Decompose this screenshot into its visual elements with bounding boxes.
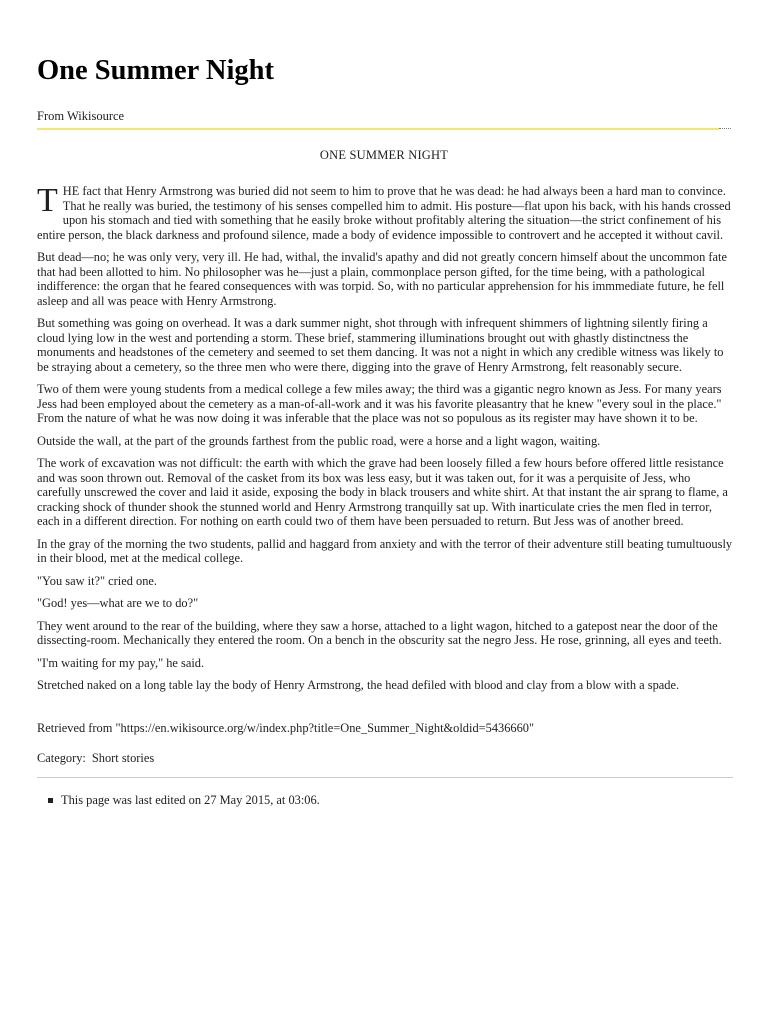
story-body xyxy=(37,184,733,693)
paragraph-5: Outside the wall, at the part of the grounds farthest from the public road, were a horse and a light wagon, waiting. xyxy=(37,433,601,448)
paragraph-4: Two of them were young students from a medical college a few miles away; the third was a gigantic negro known as Jess. For many years Jess had been employed about the cemetery as a man-of-all-work and it was his favorite pleasantry that he knew "every soul in the place." From the nature of what he was now doing it was inferable that the place was not so populous as its register may have shown it to be. xyxy=(37,382,722,425)
footer-info xyxy=(37,792,731,808)
header-rule-dots xyxy=(719,128,731,131)
header-rule-accent xyxy=(37,128,719,130)
paragraph-7: In the gray of the morning the two students, pallid and haggard from anxiety and with the terror of their adventure still beating tumultuously in their blood, met at the medical college. xyxy=(37,536,733,565)
paragraph-6: The work of excavation was not difficult: the earth with which the grave had been loosely filled a few hours before offered little resistance and was soon thrown out. Removal of the casket from its box was less easy, but it was taken out, for it was a perquisite of Jess, who carefully unscrewed the cover and laid it aside, exposing the body in black trousers and white shirt. At that instant the air sprang to flame, a cracking shock of thunder shook the stunned world and Henry Armstrong tranquilly sat up. With inarticulate cries the men fled in terror, each in a different direction. For nothing on earth could two of them have been persuaded to return. But Jess was of another breed. xyxy=(37,456,728,528)
paragraph-8: "You saw it?" cried one. xyxy=(37,573,158,588)
source-note: From Wikisource xyxy=(37,109,125,123)
category-label: Category: xyxy=(37,750,86,765)
paragraph-2: But dead—no; he was only very, very ill. He had, withal, the invalid's apathy and did not greatly concern himself about the uncommon fate that had been allotted to him. No philosopher was he—just a plain, commonplace person gifted, for the time being, with a pathological indifference: the organ that he feared consequences with was torpid. So, with no particular apprehension for his immmediate future, he fell asleep and all was peace with Henry Armstrong. xyxy=(37,250,727,308)
category-bar xyxy=(37,751,731,766)
paragraph-9: "God! yes—what are we to do?" xyxy=(37,596,199,610)
paragraph-1-text: HE fact that Henry Armstrong was buried did not seem to him to prove that he was dead: he had always been a hard man to convince. That he really was buried, the testimony of his senses compelled him to admit. His posture—flat upon his back, with his hands crossed upon his stomach and tied with something that he easily broke without profitably altering the situation—the strict confinement of his entire person, the black darkness and profound silence, made a body of evidence impossible to controvert and he accepted it without cavil. xyxy=(37,184,731,242)
page-title: One Summer Night xyxy=(37,55,274,86)
footer-divider xyxy=(37,777,733,778)
paragraph-1 xyxy=(37,184,733,242)
paragraph-10: They went around to the rear of the building, where they saw a horse, attached to a light wagon, hitched to a gatepost near the door of the dissecting-room. Mechanically they entered the room. On a bench in the obscurity sat the negro Jess. He rose, grinning, all eyes and teeth. xyxy=(37,618,722,647)
retrieved-from: Retrieved from "https://en.wikisource.org/w/index.php?title=One_Summer_Night&oldid=5436660" xyxy=(37,720,535,735)
drop-cap: T xyxy=(37,182,58,219)
paragraph-11: "I'm waiting for my pay," he said. xyxy=(37,655,205,670)
category-link-short-stories[interactable]: Short stories xyxy=(91,750,155,765)
last-edited-item xyxy=(61,792,731,808)
paragraph-3: But something was going on overhead. It was a dark summer night, shot through with infrequent shimmers of lightning silently firing a cloud lying low in the west and portending a storm. These brief, stammering illuminations brought out with ghastly distinctness the monuments and headstones of the cemetery and seemed to set them dancing. It was not a night in which any credible witness was likely to be straying about a cemetery, so the three men who were there, digging into the grave of Henry Armstrong, felt reasonably secure. xyxy=(37,316,724,374)
story-title: ONE SUMMER NIGHT xyxy=(319,148,449,162)
bullet-icon xyxy=(48,798,53,803)
header-rule xyxy=(37,128,731,131)
paragraph-12: Stretched naked on a long table lay the body of Henry Armstrong, the head defiled with blood and clay from a blow with a spade. xyxy=(37,678,680,692)
last-edited-text: This page was last edited on 27 May 2015, at 03:06. xyxy=(61,792,320,807)
